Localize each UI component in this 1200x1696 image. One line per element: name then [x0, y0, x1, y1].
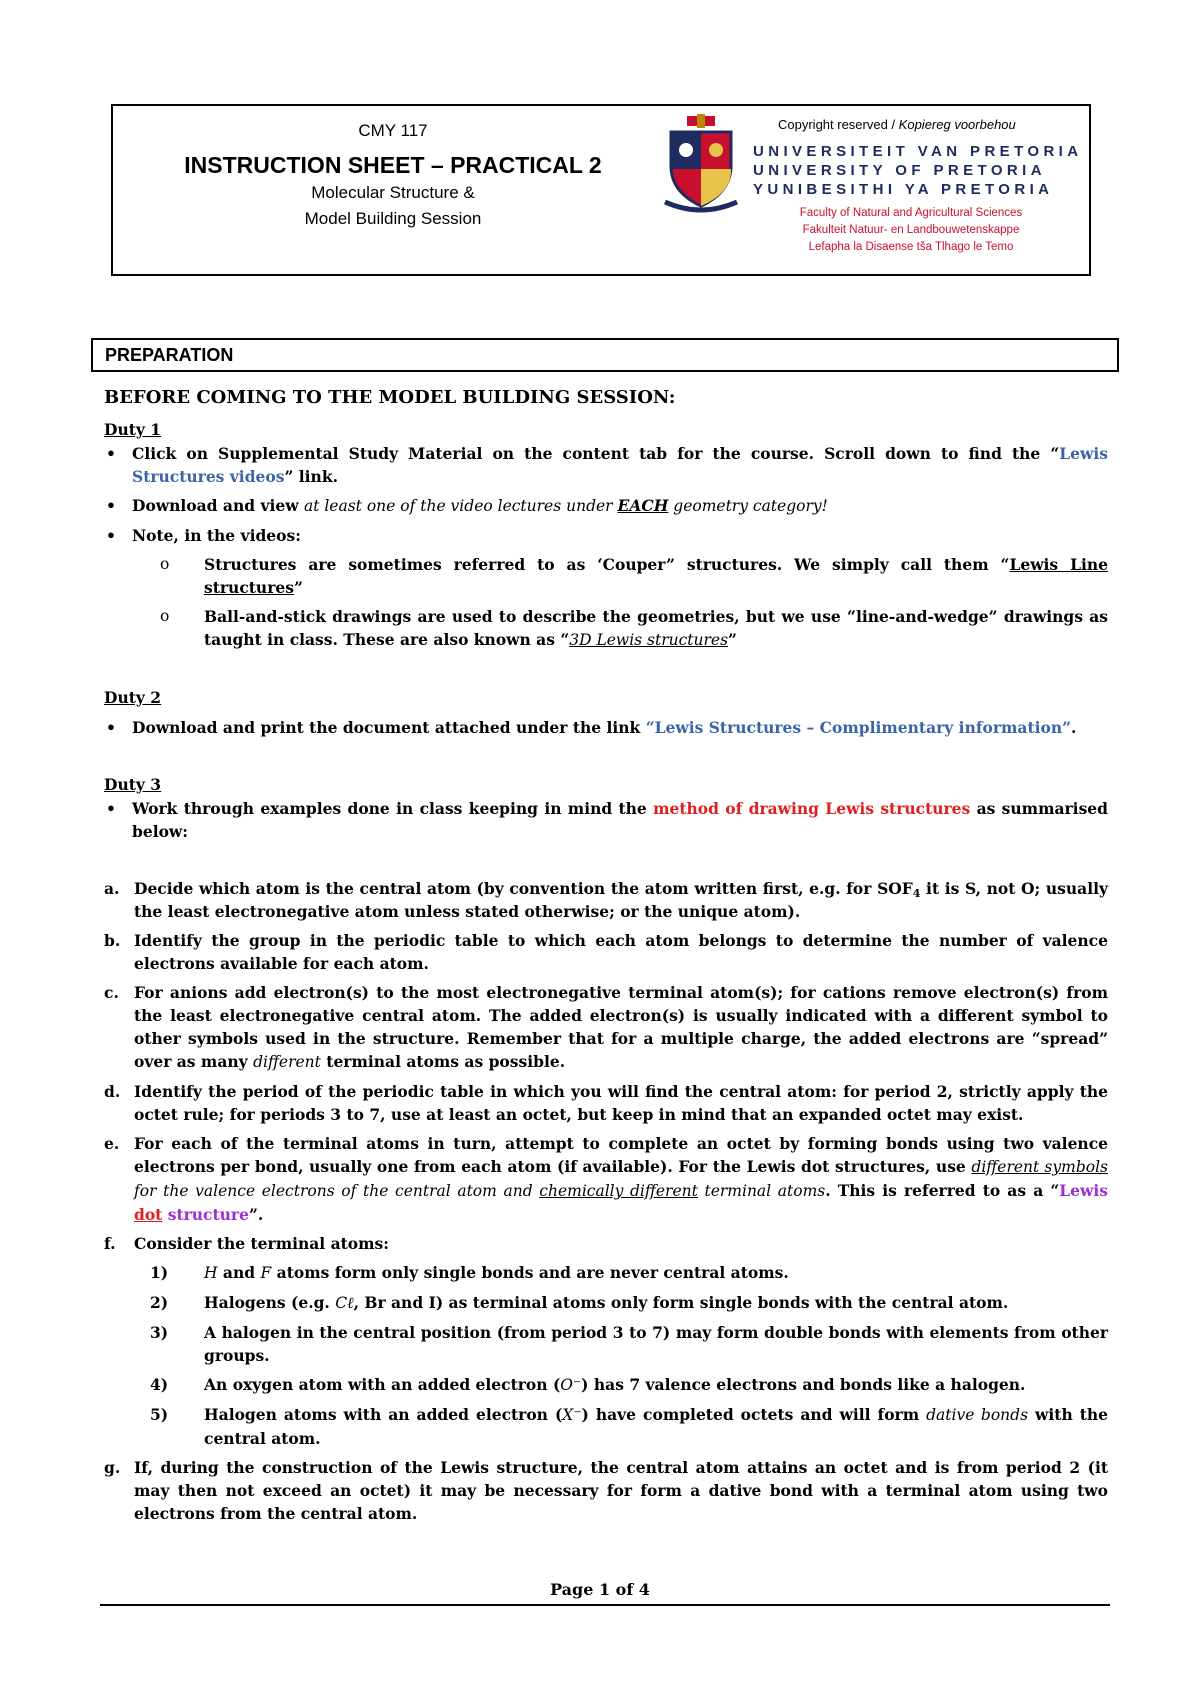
main-content	[104, 384, 1108, 1525]
university-name-sepedi: YUNIBESITHI YA PRETORIA	[753, 181, 1054, 198]
step-c: c. For anions add electron(s) to the most electronegative terminal atom(s); for cations remove electron(s) from the least electronegative central atom. The added electron(s) is usually indicated with a different symbol to other symbols used in the structure. Remember that for a multiple charge, the added electrons are “spread” over as many different terminal atoms as possible.	[104, 983, 1108, 1071]
step-a: a. Decide which atom is the central atom (by convention the atom written first, e.g. for $SOF_4$ it is S, not O; usually the least electronegative atom unless stated otherwise; or the unique atom).	[104, 879, 1108, 921]
footer-divider	[100, 1604, 1110, 1606]
list-item: • Download and print the document attached under the link “Lewis Structures – Complimentary information”.	[104, 716, 1108, 739]
step-f-3: 3) A halogen in the central position (from period 3 to 7) may form double bonds with elements from other groups.	[150, 1323, 1108, 1365]
copyright-notice: Copyright reserved / Kopiereg voorbehou	[778, 117, 1016, 132]
sub-list-item: o Structures are sometimes referred to as ‘Couper” structures. We simply call them “Lewis Line structures”	[104, 553, 1108, 599]
list-item: • Work through examples done in class keeping in mind the method of drawing Lewis structures as summarised below:	[104, 797, 1108, 843]
header-right	[753, 116, 1083, 256]
university-name-afrikaans: UNIVERSITEIT VAN PRETORIA	[753, 143, 1083, 160]
step-f-2: 2) Halogens (e.g. Cℓ, Br and I) as terminal atoms only form single bonds with the central atom.	[150, 1293, 1009, 1312]
faculty-name-block	[739, 205, 1083, 256]
duty-2-label: Duty 2	[104, 688, 162, 707]
faculty-english: Faculty of Natural and Agricultural Sciences	[799, 207, 1023, 219]
section-title: PREPARATION	[91, 338, 1119, 372]
page-number: Page 1 of 4	[550, 1580, 650, 1599]
step-d: d. Identify the period of the periodic table in which you will find the central atom: for period 2, strictly apply the octet rule; for periods 3 to 7, use at least an octet, but keep in mind that an expanded octet may exist.	[104, 1082, 1108, 1124]
list-item: • Download and view at least one of the video lectures under EACH geometry category!	[104, 494, 1108, 518]
list-item: • Note, in the videos:	[104, 524, 1108, 547]
subtitle-line-2: Model Building Session	[304, 209, 482, 228]
step-b: b. Identify the group in the periodic table to which each atom belongs to determine the number of valence electrons available for each atom.	[104, 931, 1108, 973]
step-f-5: 5) Halogen atoms with an added electron (X⁻) have completed octets and will form dative bonds with the central atom.	[150, 1405, 1109, 1448]
step-f: f. Consider the terminal atoms:	[104, 1234, 389, 1253]
header-box	[111, 104, 1091, 276]
duty-3-label: Duty 3	[104, 775, 162, 794]
header-left	[113, 118, 673, 232]
section-heading: BEFORE COMING TO THE MODEL BUILDING SESSION:	[104, 387, 676, 408]
university-name-block	[753, 142, 1083, 199]
faculty-sepedi: Lefapha la Disaense tša Tlhago le Temo	[808, 241, 1014, 253]
step-e: e. For each of the terminal atoms in turn, attempt to complete an octet by forming bonds using two valence electrons per bond, usually one from each atom (if available). For the Lewis dot structures, use different symbols for the valence electrons of the central atom and chemically different terminal atoms. This is referred to as a “Lewis dot structure”.	[104, 1134, 1108, 1224]
list-item: • Click on Supplemental Study Material on the content tab for the course. Scroll down to find the “Lewis Structures videos” link.	[104, 442, 1108, 488]
university-name-english: UNIVERSITY OF PRETORIA	[753, 162, 1046, 179]
lewis-videos-link[interactable]: Lewis Structures videos	[132, 444, 1108, 486]
step-g: g. If, during the construction of the Lewis structure, the central atom attains an octet and is from period 2 (it may then not exceed an octet) it may be necessary for form a dative bond with a terminal atom using two electrons from the central atom.	[104, 1458, 1108, 1523]
sub-list-item: o Ball-and-stick drawings are used to describe the geometries, but we use “line-and-wedge” drawings as taught in class. These are also known as “3D Lewis structures”	[104, 605, 1108, 652]
complimentary-info-link[interactable]: “Lewis Structures – Complimentary information”	[645, 718, 1072, 737]
duty-1-label: Duty 1	[104, 420, 162, 439]
subtitle-line-1: Molecular Structure &	[311, 183, 475, 202]
page-title: INSTRUCTION SHEET – PRACTICAL 2	[184, 152, 602, 178]
step-f-1: 1) H and F atoms form only single bonds and are never central atoms.	[150, 1263, 789, 1282]
course-code: CMY 117	[358, 121, 428, 140]
step-f-4: 4) An oxygen atom with an added electron (O⁻) has 7 valence electrons and bonds like a halogen.	[150, 1375, 1026, 1394]
university-crest-icon	[661, 114, 741, 214]
faculty-afrikaans: Fakulteit Natuur- en Landbouwetenskappe	[802, 224, 1020, 236]
